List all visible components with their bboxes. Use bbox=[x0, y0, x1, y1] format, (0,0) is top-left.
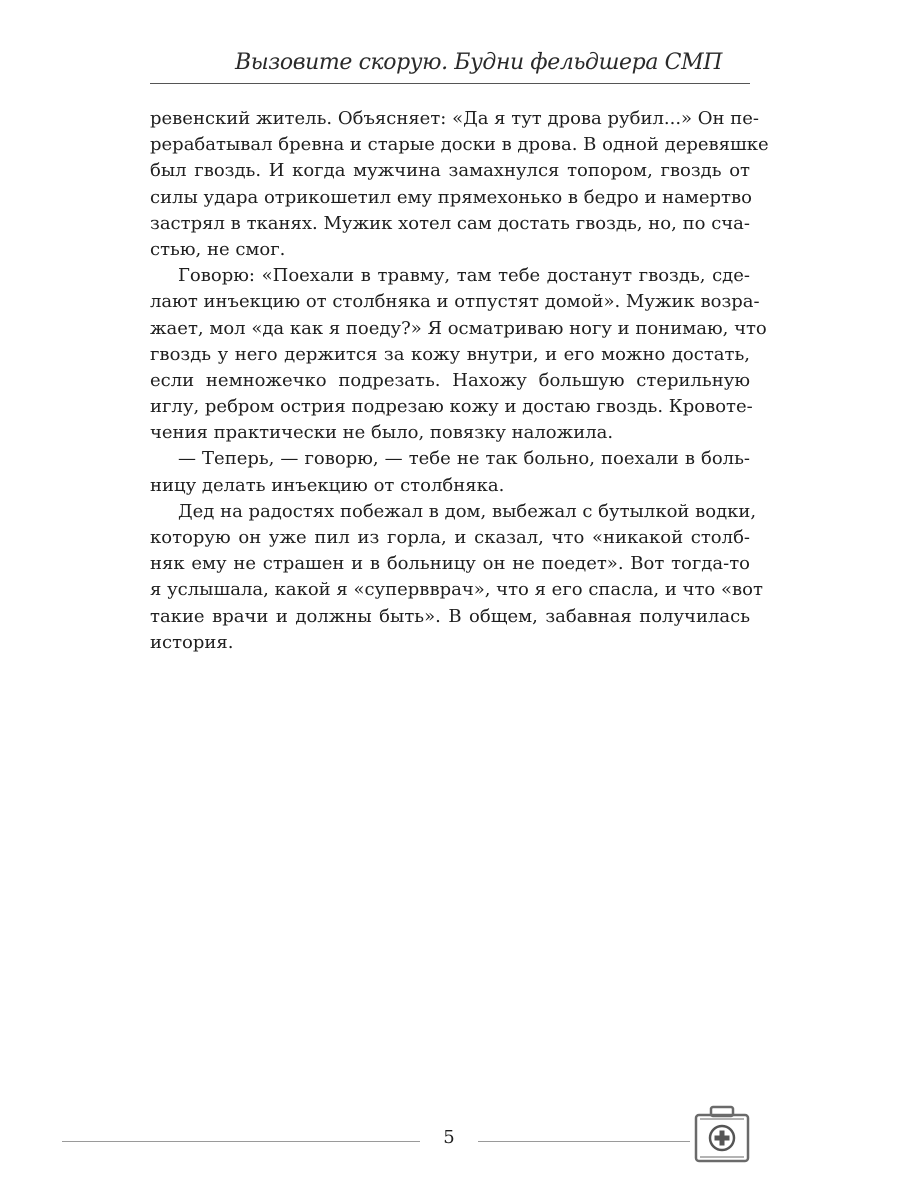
first-aid-kit-icon bbox=[692, 1104, 752, 1166]
page-number: 5 bbox=[443, 1127, 455, 1148]
text-line: Дед на радостях побежал в дом, выбежал с бутылкой водки, bbox=[178, 500, 757, 522]
footer-rule-left bbox=[62, 1141, 420, 1142]
text-line: которую он уже пил из горла, и сказал, что «никакой столб- bbox=[150, 527, 750, 548]
text-line: лают инъекцию от столбняка и отпустят домой». Мужик возра- bbox=[150, 291, 760, 313]
text-line: рерабатывал бревна и старые доски в дрова. В одной деревяшке bbox=[150, 134, 769, 156]
footer-rule-right bbox=[478, 1141, 690, 1142]
text-line: ницу делать инъекцию от столбняка. bbox=[150, 474, 505, 496]
text-line: ревенский житель. Объясняет: «Да я тут дрова рубил...» Он пе- bbox=[150, 108, 760, 129]
text-line: жает, мол «да как я поеду?» Я осматриваю ногу и понимаю, что bbox=[150, 317, 767, 339]
running-head bbox=[150, 44, 750, 84]
text-line: был гвоздь. И когда мужчина замахнулся топором, гвоздь от bbox=[150, 160, 750, 182]
text-line: силы удара отрикошетил ему прямехонько в бедро и намертво bbox=[150, 186, 752, 208]
text-line: иглу, ребром острия подрезаю кожу и достаю гвоздь. Кровоте- bbox=[150, 396, 753, 418]
text-line: гвоздь у него держится за кожу внутри, и его можно достать, bbox=[150, 343, 750, 365]
text-line: застрял в тканях. Мужик хотел сам достать гвоздь, но, по сча- bbox=[150, 212, 750, 234]
text-line: стью, не смог. bbox=[150, 238, 286, 260]
body-text bbox=[150, 106, 769, 656]
running-head-title: Вызовите скорую. Будни фельдшера СМП bbox=[235, 50, 722, 75]
text-line: я услышала, какой я «супервврач», что я его спасла, и что «вот bbox=[150, 579, 763, 601]
text-line: если немножечко подрезать. Нахожу большую стерильную bbox=[150, 369, 750, 391]
text-line: история. bbox=[150, 631, 234, 653]
text-line: — Теперь, — говорю, — тебе не так больно, поехали в боль- bbox=[178, 448, 750, 470]
text-line: няк ему не страшен и в больницу он не поедет». Вот тогда-то bbox=[150, 553, 750, 575]
text-line: Говорю: «Поехали в травму, там тебе достанут гвоздь, сде- bbox=[178, 265, 750, 287]
text-line: такие врачи и должны быть». В общем, забавная получилась bbox=[150, 605, 750, 627]
text-line: чения практически не было, повязку наложила. bbox=[150, 422, 614, 444]
